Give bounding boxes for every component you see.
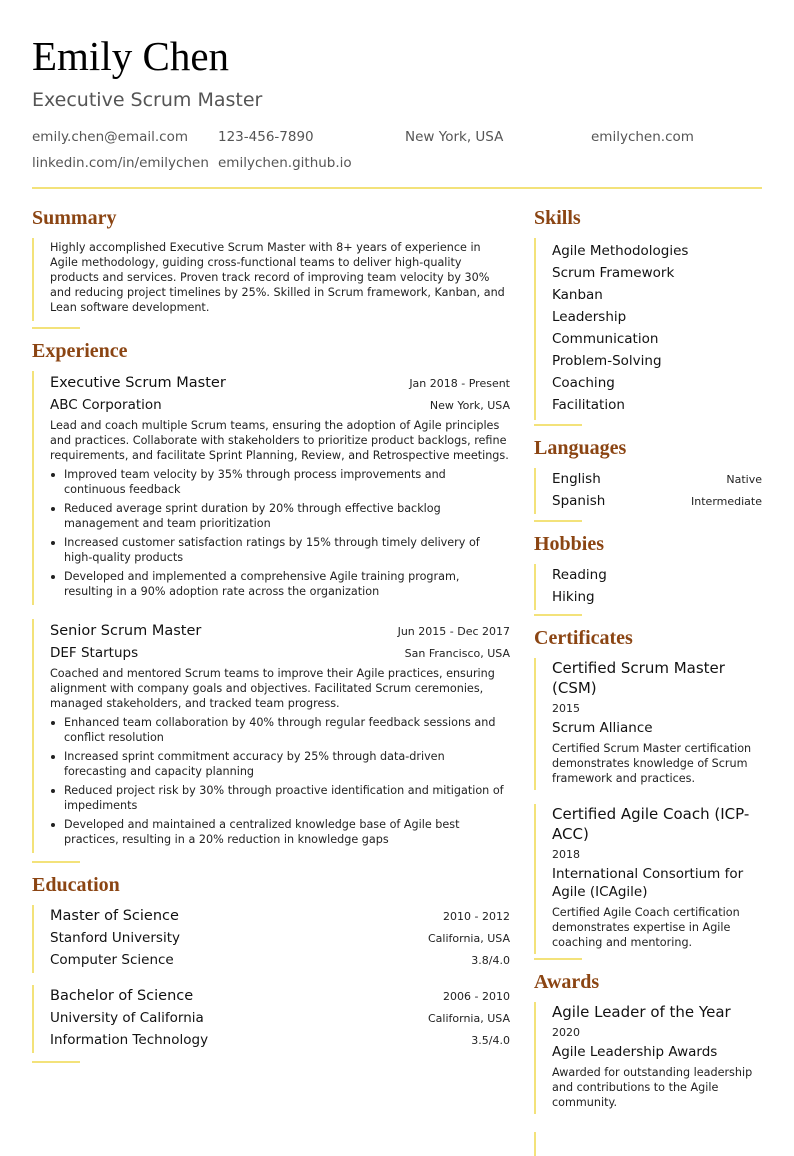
field-of-study: Computer Science (50, 952, 174, 968)
certificates-section (534, 626, 762, 960)
section-divider (534, 958, 582, 960)
certificate-title: Certified Agile Coach (ICP-ACC) (552, 805, 750, 843)
language-level: Intermediate (691, 495, 762, 508)
award-entry (534, 1002, 762, 1114)
candidate-title: Executive Scrum Master (32, 89, 263, 111)
education-dates: 2010 - 2012 (443, 910, 510, 923)
education-entry (32, 985, 510, 1053)
school: University of California (50, 1010, 204, 1026)
language-item (552, 490, 762, 512)
skill-item: Kanban (552, 287, 603, 303)
achievement-item: Reduced project risk by 30% through proactive identification and mitigation of impediments (50, 783, 510, 813)
certificate-title: Certified Scrum Master (CSM) (552, 659, 725, 697)
job-description: Lead and coach multiple Scrum teams, ensuring the adoption of Agile principles and practices. Collaborate with stakeholders to prioritize product backlogs, refine requirements, and facilitate Sprint Planning, Review, and Retrospective meetings. (50, 419, 509, 462)
certificate-entry (534, 658, 762, 790)
gpa: 3.8/4.0 (471, 954, 510, 967)
gpa: 3.5/4.0 (471, 1034, 510, 1047)
awards-section (534, 970, 762, 1156)
job-description: Coached and mentored Scrum teams to improve their Agile practices, ensuring alignment with company goals and objectives. Facilitated Scrum ceremonies, managed stakeholders, and tracked team progress. (50, 667, 495, 710)
award-year: 2020 (552, 1026, 580, 1039)
education-dates: 2006 - 2010 (443, 990, 510, 1003)
certificates-heading: Certificates (534, 627, 633, 649)
education-header (50, 985, 510, 1007)
skill-item: Communication (552, 331, 659, 347)
skill-item: Leadership (552, 309, 627, 325)
education-school-row (50, 1007, 510, 1029)
job-header (50, 372, 510, 394)
job-achievements (50, 715, 510, 847)
location-text: New York, USA (405, 129, 504, 145)
hobbies-section (534, 532, 762, 616)
education-section (32, 873, 510, 1063)
achievement-item: Developed and implemented a comprehensive Agile training program, resulting in a 90% adoption rate across the organization (50, 569, 510, 599)
education-location: California, USA (428, 932, 510, 945)
education-heading: Education (32, 874, 120, 896)
skill-item: Coaching (552, 375, 615, 391)
summary-heading: Summary (32, 207, 117, 229)
job-title: Senior Scrum Master (50, 623, 202, 639)
job-dates: Jan 2018 - Present (409, 377, 510, 390)
hobbies-list (534, 564, 762, 610)
job-achievements (50, 467, 510, 599)
job-header (50, 620, 510, 642)
phone-text: 123-456-7890 (218, 129, 314, 145)
language-level: Native (726, 473, 762, 486)
hobby-item: Hiking (552, 589, 595, 605)
achievement-item: Enhanced team collaboration by 40% through regular feedback sessions and conflict resolution (50, 715, 510, 745)
education-field-row (50, 1029, 510, 1051)
hobby-item: Reading (552, 567, 607, 583)
section-divider (32, 861, 80, 863)
certificate-description: Certified Scrum Master certification demonstrates knowledge of Scrum framework and practices. (552, 742, 752, 785)
languages-heading: Languages (534, 437, 627, 459)
language-name: Spanish (552, 493, 606, 509)
languages-section (534, 436, 762, 522)
certificate-issuer: International Consortium for Agile (ICAgile) (552, 866, 744, 900)
certificate-entry (534, 804, 762, 954)
linkedin-link[interactable]: linkedin.com/in/emilychen (32, 155, 209, 171)
experience-heading: Experience (32, 340, 128, 362)
section-divider (534, 520, 582, 522)
job-location: San Francisco, USA (404, 647, 510, 660)
sidebar-column (534, 206, 762, 1156)
job-entry (32, 619, 510, 853)
awards-heading: Awards (534, 971, 600, 993)
job-title: Executive Scrum Master (50, 375, 226, 391)
education-field-row (50, 949, 510, 971)
skills-list (534, 238, 762, 420)
degree: Master of Science (50, 908, 179, 924)
degree: Bachelor of Science (50, 988, 194, 1004)
award-description: Awarded for outstanding leadership and contributions to the Agile community. (552, 1066, 753, 1109)
award-title: Agile Leader of the Year (552, 1003, 731, 1021)
experience-section (32, 339, 510, 863)
section-divider (32, 327, 80, 329)
summary-box (32, 238, 510, 321)
github-link[interactable]: emilychen.github.io (218, 155, 352, 171)
candidate-name: Emily Chen (32, 33, 230, 79)
section-divider (534, 614, 582, 616)
skill-item: Agile Methodologies (552, 243, 689, 259)
school: Stanford University (50, 930, 180, 946)
job-location: New York, USA (429, 399, 510, 412)
section-divider (534, 424, 582, 426)
language-item (552, 468, 762, 490)
certificate-year: 2015 (552, 702, 580, 715)
main-column (32, 206, 510, 1063)
achievement-item: Developed and maintained a centralized knowledge base of Agile best practices, resulting in a 20% reduction in knowledge gaps (50, 817, 510, 847)
skills-section (534, 206, 762, 426)
section-end-marker (534, 1132, 762, 1156)
achievement-item: Reduced average sprint duration by 20% through effective backlog management and team prioritization (50, 501, 510, 531)
achievement-item: Improved team velocity by 35% through process improvements and continuous feedback (50, 467, 510, 497)
email-link[interactable]: emily.chen@email.com (32, 129, 189, 145)
achievement-item: Increased customer satisfaction ratings by 15% through timely delivery of high-quality products (50, 535, 510, 565)
job-subheader (50, 394, 510, 416)
certificate-issuer: Scrum Alliance (552, 720, 653, 736)
website-link[interactable]: emilychen.com (591, 129, 694, 145)
field-of-study: Information Technology (50, 1032, 209, 1048)
job-dates: Jun 2015 - Dec 2017 (397, 625, 510, 638)
job-company: ABC Corporation (50, 397, 162, 413)
summary-text: Highly accomplished Executive Scrum Master with 8+ years of experience in Agile methodology, guiding cross-functional teams to deliver high-quality products and services. Proven track record of improving team velocity by 30% and reducing project timelines by 25%. Skilled in Scrum framework, Kanban, and Lean software development. (50, 241, 505, 314)
job-subheader (50, 642, 510, 664)
education-entry (32, 905, 510, 973)
header-divider (32, 187, 762, 189)
language-name: English (552, 471, 601, 487)
education-location: California, USA (428, 1012, 510, 1025)
job-entry (32, 371, 510, 605)
education-school-row (50, 927, 510, 949)
skill-item: Scrum Framework (552, 265, 675, 281)
skills-heading: Skills (534, 207, 581, 229)
skill-item: Facilitation (552, 397, 625, 413)
summary-section (32, 206, 510, 329)
job-company: DEF Startups (50, 645, 139, 661)
section-divider (32, 1061, 80, 1063)
award-issuer: Agile Leadership Awards (552, 1044, 718, 1060)
achievement-item: Increased sprint commitment accuracy by 25% through data-driven forecasting and capacity planning (50, 749, 510, 779)
certificate-description: Certified Agile Coach certification demonstrates expertise in Agile coaching and mentoring. (552, 906, 740, 949)
languages-list (534, 468, 762, 514)
hobbies-heading: Hobbies (534, 533, 605, 555)
skill-item: Problem-Solving (552, 353, 662, 369)
education-header (50, 905, 510, 927)
certificate-year: 2018 (552, 848, 580, 861)
